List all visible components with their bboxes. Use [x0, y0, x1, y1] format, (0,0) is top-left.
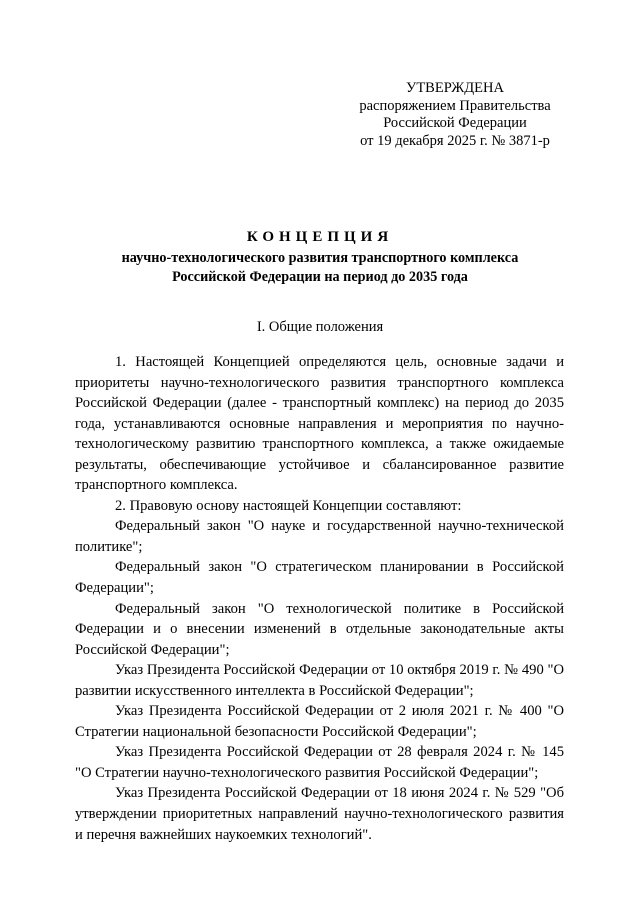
list-item-decree-490: Указ Президента Российской Федерации от 10 октября 2019 г. № 490 "О развитии искусственного интеллекта в Российской Федерации";: [75, 662, 564, 699]
approval-title: УТВЕРЖДЕНА: [406, 80, 504, 96]
document-body: [75, 352, 564, 845]
list-item-decree-145: Указ Президента Российской Федерации от 28 февраля 2024 г. № 145 "О Стратегии научно-технологического развития Российской Федерации";: [75, 744, 564, 781]
approval-date-number: от 19 декабря 2025 г. № 3871-р: [360, 132, 550, 149]
document-subtitle: [75, 249, 565, 286]
approval-stamp: [340, 80, 570, 150]
document-title: КОНЦЕПЦИЯ: [246, 229, 394, 245]
approval-country: Российской Федерации: [383, 115, 527, 131]
list-item-law-strategic-planning: Федеральный закон "О стратегическом планировании в Российской Федерации";: [75, 559, 564, 597]
section-heading: I. Общие положения: [256, 319, 384, 335]
paragraph-purpose: 1. Настоящей Концепцией определяются цель, основные задачи и приоритеты научно-технологического развития транспортного комплекса Российской Федерации (далее - транспортный комплекс) на период до 2035 года, устанавливаются основные направления и мероприятия по научно-технологическому развитию транспортного комплекса, а также ожидаемые результаты, обеспечивающие устойчивое и сбалансированное развитие транспортного комплекса.: [75, 354, 564, 494]
paragraph-legal-basis: 2. Правовую основу настоящей Концепции составляют:: [115, 497, 462, 514]
subtitle-line-2: Российской Федерации на период до 2035 года: [172, 268, 468, 285]
list-item-law-technological-policy: Федеральный закон "О технологической политике в Российской Федерации и о внесении изменений в отдельные законодательные акты Российской Федерации";: [75, 600, 564, 658]
subtitle-line-1: научно-технологического развития транспортного комплекса: [121, 250, 519, 266]
approval-authority: распоряжением Правительства: [359, 97, 551, 114]
list-item-law-science: Федеральный закон "О науке и государственной научно-технической политике";: [75, 518, 564, 555]
list-item-decree-400: Указ Президента Российской Федерации от 2 июля 2021 г. № 400 "О Стратегии национальной безопасности Российской Федерации";: [75, 703, 564, 740]
list-item-decree-529: Указ Президента Российской Федерации от 18 июня 2024 г. № 529 "Об утверждении приоритетных направлений научно-технологического развития и перечня важнейших наукоемких технологий".: [75, 785, 564, 843]
